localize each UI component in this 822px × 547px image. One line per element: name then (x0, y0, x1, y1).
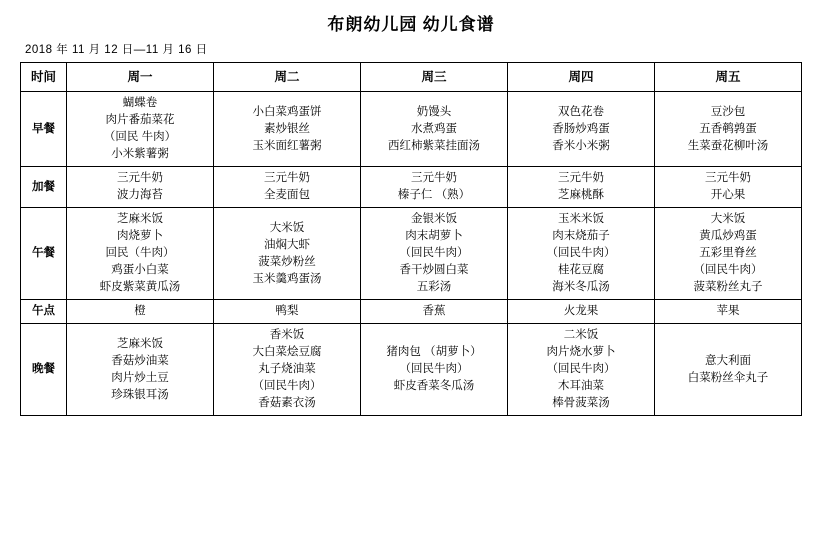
menu-cell (508, 208, 655, 300)
menu-item: 猪肉包 （胡萝卜） (386, 346, 482, 358)
menu-item: 珍珠银耳汤 (111, 388, 169, 401)
menu-item: 香肠炒鸡蛋 (552, 122, 610, 135)
menu-item: 肉末烧茄子 (552, 230, 610, 242)
table-row (21, 92, 802, 167)
menu-item: 小白菜鸡蛋饼 (252, 105, 322, 118)
menu-item: 水煮鸡蛋 (411, 122, 457, 135)
menu-cell (67, 92, 214, 167)
menu-item: （回民牛肉） (399, 363, 469, 375)
menu-item: 虾皮紫菜黄瓜汤 (99, 281, 181, 293)
menu-item: 苹果 (716, 305, 740, 317)
menu-item: 双色花卷 (558, 105, 604, 118)
menu-cell (214, 92, 361, 167)
menu-item: 五彩汤 (416, 281, 452, 293)
table-row (21, 324, 802, 416)
row-header-meal: 晚餐 (21, 324, 67, 416)
row-header-meal: 早餐 (21, 92, 67, 167)
menu-item: 玉米面红薯粥 (252, 139, 322, 152)
menu-item: 虾皮香菜冬瓜汤 (393, 380, 475, 392)
menu-item: 木耳油菜 (558, 380, 604, 392)
menu-item: 黄瓜炒鸡蛋 (699, 230, 757, 242)
menu-item: 蝴蝶卷 (122, 97, 158, 109)
menu-item: 三元牛奶 (264, 172, 310, 184)
menu-item: 菠菜粉丝丸子 (693, 281, 763, 293)
menu-item: 豆沙包 (710, 105, 746, 118)
menu-item: 白菜粉丝伞丸子 (687, 371, 769, 384)
table-header-row (21, 63, 802, 92)
table-row (21, 167, 802, 208)
menu-item: 香米小米粥 (552, 139, 610, 152)
row-header-meal: 加餐 (21, 167, 67, 208)
row-header-meal: 午餐 (21, 208, 67, 300)
menu-item: （回民牛肉） (252, 380, 322, 392)
menu-cell (655, 208, 802, 300)
menu-item: 素炒银丝 (264, 122, 310, 135)
column-header-time: 时间 (21, 63, 67, 92)
menu-cell (508, 92, 655, 167)
menu-cell (67, 300, 214, 324)
menu-item: 肉片炒土豆 (111, 371, 169, 384)
menu-cell (361, 300, 508, 324)
menu-item: 香蕉 (422, 305, 446, 317)
menu-table (20, 62, 802, 416)
table-body (21, 92, 802, 416)
menu-item: （回民牛肉） (546, 247, 616, 259)
column-header-wednesday: 周三 (361, 63, 508, 92)
menu-item: 鸡蛋小白菜 (111, 264, 169, 276)
menu-item: 全麦面包 (264, 189, 310, 201)
column-header-monday: 周一 (67, 63, 214, 92)
menu-item: 芝麻米饭 (117, 213, 163, 225)
menu-item: 西红柿紫菜挂面汤 (388, 139, 480, 152)
column-header-friday: 周五 (655, 63, 802, 92)
column-header-tuesday: 周二 (214, 63, 361, 92)
menu-item: （回民牛肉） (546, 363, 616, 375)
menu-cell (361, 92, 508, 167)
menu-item: 玉米米饭 (558, 213, 604, 225)
menu-item: 肉片番茄菜花 (105, 114, 175, 126)
menu-cell (67, 167, 214, 208)
menu-item: 芝麻桃酥 (558, 189, 604, 201)
menu-item: 三元牛奶 (558, 172, 604, 184)
menu-item: 大米饭 (269, 221, 305, 234)
menu-item: 肉烧萝卜 (117, 230, 163, 242)
menu-cell (67, 208, 214, 300)
menu-cell (655, 324, 802, 416)
menu-item: 香干炒圆白菜 (399, 264, 469, 276)
menu-item: 小米紫薯粥 (111, 148, 169, 160)
menu-item: 芝麻米饭 (117, 337, 163, 350)
menu-item: 意大利面 (705, 354, 751, 367)
menu-item: 鸭梨 (275, 305, 299, 317)
menu-item: 二米饭 (563, 329, 599, 341)
menu-item: 金银米饭 (411, 213, 457, 225)
menu-item: 榛子仁 （熟） (397, 189, 471, 201)
menu-item: 玉米羹鸡蛋汤 (252, 272, 322, 285)
menu-item: 大米饭 (710, 213, 746, 225)
menu-item: 肉末胡萝卜 (405, 230, 463, 242)
menu-item: （回民牛肉） (693, 264, 763, 276)
menu-item: （回民 牛肉） (103, 131, 177, 143)
menu-item: 海米冬瓜汤 (552, 281, 610, 293)
menu-cell (214, 208, 361, 300)
menu-cell (655, 300, 802, 324)
menu-item: 开心果 (710, 189, 746, 201)
menu-item: 肉片烧水萝卜 (546, 346, 616, 358)
page-title: 布朗幼儿园 幼儿食谱 (327, 15, 495, 34)
column-header-thursday: 周四 (508, 63, 655, 92)
menu-item: 橙 (134, 305, 146, 317)
menu-cell (361, 208, 508, 300)
menu-cell (361, 324, 508, 416)
menu-item: 火龙果 (563, 305, 599, 317)
table-row (21, 208, 802, 300)
menu-cell (655, 167, 802, 208)
table-row (21, 300, 802, 324)
menu-cell (67, 324, 214, 416)
menu-item: 香菇素衣汤 (258, 397, 316, 409)
menu-item: 桂花豆腐 (558, 264, 604, 276)
menu-item: 棒骨菠菜汤 (552, 397, 610, 409)
menu-item: 三元牛奶 (411, 172, 457, 184)
menu-item: 大白菜烩豆腐 (252, 346, 322, 358)
menu-cell (214, 300, 361, 324)
menu-item: 生菜蚕花柳叶汤 (687, 139, 769, 152)
row-header-meal: 午点 (21, 300, 67, 324)
menu-item: 五彩里脊丝 (699, 247, 757, 259)
menu-cell (214, 167, 361, 208)
menu-item: 三元牛奶 (705, 172, 751, 184)
menu-cell (508, 300, 655, 324)
menu-cell (214, 324, 361, 416)
menu-item: 油焖大虾 (264, 238, 310, 251)
menu-item: 香米饭 (269, 329, 305, 341)
menu-item: 菠菜炒粉丝 (258, 255, 316, 268)
menu-item: 奶馒头 (416, 105, 452, 118)
menu-item: 香菇炒油菜 (111, 354, 169, 367)
menu-item: 回民（牛肉） (105, 247, 175, 259)
menu-cell (361, 167, 508, 208)
menu-cell (655, 92, 802, 167)
menu-item: 波力海苔 (117, 189, 163, 201)
menu-cell (508, 167, 655, 208)
menu-cell (508, 324, 655, 416)
menu-item: 丸子烧油菜 (258, 363, 316, 375)
date-range: 2018 年 11 月 12 日—11 月 16 日 (25, 44, 208, 56)
menu-item: 三元牛奶 (117, 172, 163, 184)
menu-item: 五香鹌鹑蛋 (699, 122, 757, 135)
menu-item: （回民牛肉） (399, 247, 469, 259)
